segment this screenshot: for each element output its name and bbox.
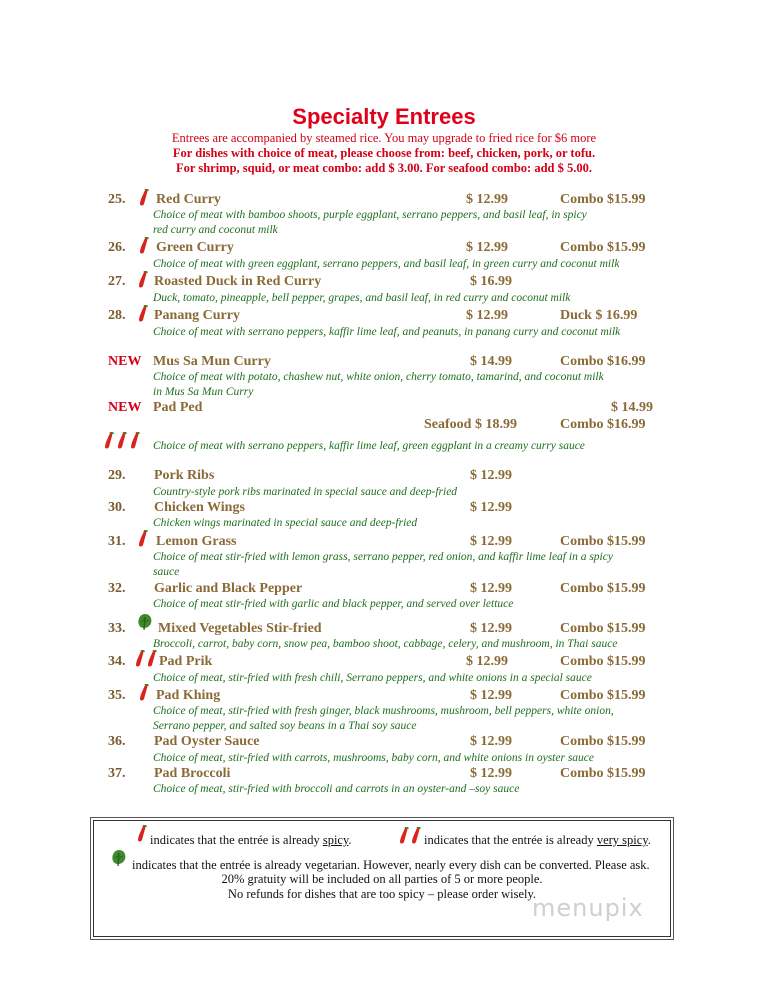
- legend-spicy-text: indicates that the entrée is already: [150, 833, 323, 847]
- item-description: Choice of meat stir-fried with garlic and black pepper, and served over lettuce: [153, 598, 514, 610]
- chili-very-spicy-icon: [398, 827, 410, 845]
- chili-very-spicy-icon: [410, 827, 422, 845]
- item-name: Pad Oyster Sauce: [154, 734, 260, 749]
- item-price: $ 12.99: [466, 240, 508, 255]
- item-name: Red Curry: [156, 192, 221, 207]
- item-name: Green Curry: [156, 240, 234, 255]
- vegetarian-leaf-icon: [136, 613, 154, 631]
- item-number: 30.: [108, 500, 126, 515]
- legend-very-spicy-word: very spicy: [596, 833, 648, 847]
- legend-spicy-period: .: [348, 833, 352, 847]
- item-description: Choice of meat, stir-fried with carrots, mushrooms, baby corn, and white onions in oyster sauce: [153, 752, 595, 764]
- item-combo-price: Combo $16.99: [560, 354, 646, 369]
- item-number: 36.: [108, 734, 126, 749]
- legend-spicy-word: spicy: [322, 833, 349, 847]
- item-name: Roasted Duck in Red Curry: [154, 274, 322, 289]
- item-description: Choice of meat stir-fried with lemon grass, serrano pepper, red onion, and kaffir lime leaf in a spicy: [153, 551, 613, 563]
- chili-spicy-icon: [137, 530, 149, 548]
- chili-very-spicy-icon: [116, 432, 128, 450]
- item-price: $ 14.99: [470, 354, 512, 369]
- item-price: $ 12.99: [466, 654, 508, 669]
- rice-note: Entrees are accompanied by steamed rice. You may upgrade to fried rice for $6 more: [171, 131, 597, 145]
- new-tag: NEW: [108, 354, 142, 369]
- item-price: $ 16.99: [470, 274, 512, 289]
- chili-spicy-icon: [136, 825, 148, 843]
- item-name: Garlic and Black Pepper: [154, 581, 303, 596]
- item-number: 26.: [108, 240, 126, 255]
- item-combo-price: Combo $15.99: [560, 688, 646, 703]
- item-description: in Mus Sa Mun Curry: [153, 386, 254, 398]
- chili-spicy-icon: [138, 189, 150, 207]
- chili-spicy-icon: [137, 305, 149, 323]
- item-name: Pork Ribs: [154, 468, 215, 483]
- item-number: 25.: [108, 192, 126, 207]
- legend-very-spicy-text: indicates that the entrée is already: [424, 833, 597, 847]
- item-seafood-price: Seafood $ 18.99: [424, 417, 517, 432]
- item-name: Panang Curry: [154, 308, 240, 323]
- item-number: 31.: [108, 534, 126, 549]
- item-description: Choice of meat with potato, chashew nut, white onion, cherry tomato, tamarind, and coconut milk: [153, 371, 604, 383]
- item-description: Choice of meat, stir-fried with broccoli and carrots in an oyster-and –soy sauce: [153, 783, 520, 795]
- item-combo-price: Combo $15.99: [560, 734, 646, 749]
- menupix-watermark: menupix: [532, 894, 644, 922]
- item-description: Chicken wings marinated in special sauce and deep-fried: [153, 517, 418, 529]
- item-description: Serrano pepper, and salted soy beans in a Thai soy sauce: [153, 720, 417, 732]
- item-number: 33.: [108, 621, 126, 636]
- item-name: Mixed Vegetables Stir-fried: [158, 621, 322, 636]
- item-name: Pad Broccoli: [154, 766, 231, 781]
- item-name: Lemon Grass: [156, 534, 237, 549]
- combo-note: For shrimp, squid, or meat combo: add $ 3.00. For seafood combo: add $ 5.00.: [176, 161, 592, 175]
- legend-vegetarian: indicates that the entrée is already vegetarian. However, nearly every dish can be converted. Please ask.: [132, 858, 650, 872]
- item-combo-price: Combo $15.99: [560, 192, 646, 207]
- item-price: $ 12.99: [470, 468, 512, 483]
- refund-note: No refunds for dishes that are too spicy – please order wisely.: [227, 887, 537, 901]
- item-price: $ 12.99: [466, 192, 508, 207]
- item-description: Choice of meat with serrano peppers, kaffir lime leaf, green eggplant in a creamy curry sauce: [153, 440, 585, 452]
- chili-spicy-icon: [138, 684, 150, 702]
- meat-choice-note: For dishes with choice of meat, please choose from: beef, chicken, pork, or tofu.: [172, 146, 596, 160]
- item-name: Pad Ped: [153, 400, 203, 415]
- legend-very-spicy-period: .: [647, 833, 651, 847]
- chili-spicy-icon: [137, 271, 149, 289]
- item-description: Broccoli, carrot, baby corn, snow pea, bamboo shoot, cabbage, celery, and mushroom, in Thai sauce: [153, 638, 618, 650]
- item-name: Chicken Wings: [154, 500, 245, 515]
- new-tag: NEW: [108, 400, 142, 415]
- item-name: Pad Khing: [156, 688, 221, 703]
- chili-very-spicy-icon: [134, 650, 146, 668]
- item-name: Pad Prik: [159, 654, 213, 669]
- item-combo-price: Combo $15.99: [560, 621, 646, 636]
- item-description: Choice of meat with green eggplant, serrano peppers, and basil leaf, in green curry and coconut milk: [153, 258, 620, 270]
- item-number: 29.: [108, 468, 126, 483]
- item-description: Duck, tomato, pineapple, bell pepper, grapes, and basil leaf, in red curry and coconut milk: [153, 292, 571, 304]
- item-description: Country-style pork ribs marinated in special sauce and deep-fried: [153, 486, 458, 498]
- item-price: $ 12.99: [466, 308, 508, 323]
- item-number: 34.: [108, 654, 126, 669]
- gratuity-note: 20% gratuity will be included on all parties of 5 or more people.: [221, 872, 543, 886]
- item-price: $ 12.99: [470, 688, 512, 703]
- item-description: red curry and coconut milk: [153, 224, 278, 236]
- item-price: $ 12.99: [470, 621, 512, 636]
- item-description: sauce: [153, 566, 180, 578]
- item-combo-price: Combo $15.99: [560, 581, 646, 596]
- item-price: $ 12.99: [470, 734, 512, 749]
- item-number: 28.: [108, 308, 126, 323]
- chili-very-spicy-icon: [103, 432, 115, 450]
- chili-spicy-icon: [138, 237, 150, 255]
- item-price: $ 12.99: [470, 581, 512, 596]
- page-title: Specialty Entrees: [292, 104, 476, 129]
- item-price: $ 12.99: [470, 766, 512, 781]
- item-number: 35.: [108, 688, 126, 703]
- item-number: 32.: [108, 581, 126, 596]
- item-name: Mus Sa Mun Curry: [153, 354, 271, 369]
- legend-spicy: [150, 833, 352, 848]
- item-combo-price: Duck $ 16.99: [560, 308, 638, 323]
- item-description: Choice of meat, stir-fried with fresh ginger, black mushrooms, mushroom, bell peppers, white onion,: [153, 705, 614, 717]
- item-number: 37.: [108, 766, 126, 781]
- item-description: Choice of meat with bamboo shoots, purple eggplant, serrano peppers, and basil leaf, in spicy: [153, 209, 587, 221]
- chili-very-spicy-icon: [146, 650, 158, 668]
- legend-very-spicy: [424, 833, 651, 848]
- item-combo-price: Combo $15.99: [560, 534, 646, 549]
- item-price: $ 12.99: [470, 500, 512, 515]
- chili-very-spicy-icon: [129, 432, 141, 450]
- item-description: Choice of meat, stir-fried with fresh chili, Serrano peppers, and white onions in a special sauce: [153, 672, 592, 684]
- item-description: Choice of meat with serrano peppers, kaffir lime leaf, and peanuts, in panang curry and coconut milk: [153, 326, 621, 338]
- vegetarian-leaf-icon: [110, 849, 128, 867]
- item-combo-price: Combo $15.99: [560, 654, 646, 669]
- item-price: $ 12.99: [470, 534, 512, 549]
- item-combo-price: Combo $15.99: [560, 766, 646, 781]
- item-price: $ 14.99: [611, 400, 653, 415]
- item-number: 27.: [108, 274, 126, 289]
- item-combo-price: Combo $15.99: [560, 240, 646, 255]
- item-combo-price: Combo $16.99: [560, 417, 646, 432]
